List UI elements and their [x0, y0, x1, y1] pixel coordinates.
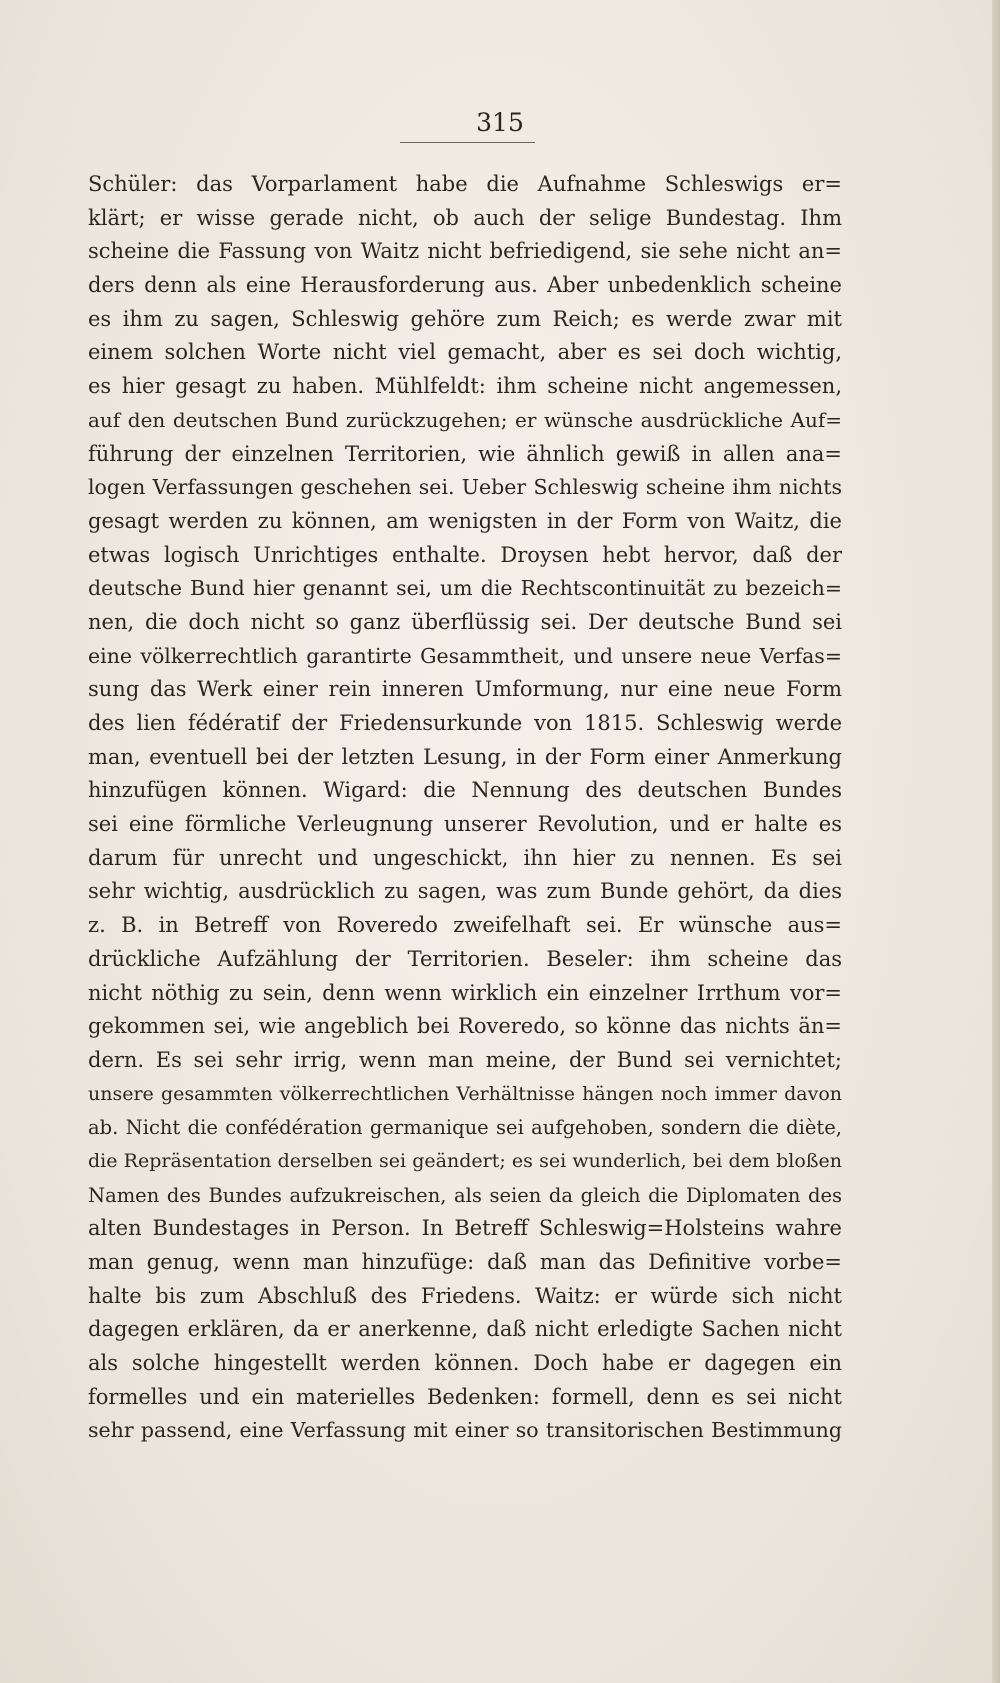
text-line: sei eine förmliche Verleugnung unserer Revolution, und er halte es: [88, 812, 842, 837]
page-edge: [992, 0, 1000, 1683]
text-line: gesagt werden zu können, am wenigsten in der Form von Waitz, die: [88, 508, 842, 533]
text-line: ders denn als eine Herausforderung aus. Aber unbedenklich scheine: [88, 273, 842, 298]
text-line: scheine die Fassung von Waitz nicht befriedigend, sie sehe nicht an=: [88, 239, 842, 264]
text-line: auf den deutschen Bund zurückzugehen; er wünsche ausdrückliche Auf=: [88, 407, 842, 432]
text-line: eine völkerrechtlich garantirte Gesammtheit, und unsere neue Verfas=: [88, 643, 842, 668]
text-line: halte bis zum Abschluß des Friedens. Waitz: er würde sich nicht: [88, 1283, 842, 1308]
text-line: unsere gesammten völkerrechtlichen Verhältnisse hängen noch immer davon: [88, 1082, 842, 1105]
text-line: führung der einzelnen Territorien, wie ähnlich gewiß in allen ana=: [88, 441, 842, 466]
text-line: Namen des Bundes aufzukreischen, als seien da gleich die Diplomaten des: [88, 1183, 842, 1207]
text-line: nicht nöthig zu sein, denn wenn wirklich ein einzelner Irrthum vor=: [88, 980, 842, 1005]
text-line: des lien fédératif der Friedensurkunde von 1815. Schleswig werde: [88, 711, 842, 735]
text-line: es hier gesagt zu haben. Mühlfeldt: ihm scheine nicht angemessen,: [88, 374, 842, 399]
text-line: z. B. in Betreff von Roveredo zweifelhaft sei. Er wünsche aus=: [88, 913, 842, 938]
text-line: man, eventuell bei der letzten Lesung, in der Form einer Anmerkung: [88, 744, 842, 769]
text-line: sehr wichtig, ausdrücklich zu sagen, was zum Bunde gehört, da dies: [88, 879, 842, 904]
text-line: ab. Nicht die confédération germanique sei aufgehoben, sondern die diète,: [88, 1116, 842, 1140]
text-line: sung das Werk einer rein inneren Umformung, nur eine neue Form: [88, 677, 842, 702]
text-line: man genug, wenn man hinzufüge: daß man das Definitive vorbe=: [88, 1250, 842, 1274]
text-line: als solche hingestellt werden können. Doch habe er dagegen ein: [88, 1351, 842, 1376]
text-line: darum für unrecht und ungeschickt, ihn hier zu nennen. Es sei: [88, 845, 842, 870]
text-line: hinzufügen können. Wigard: die Nennung des deutschen Bundes: [88, 778, 842, 803]
header-rule: [400, 142, 535, 143]
text-line: Schüler: das Vorparlament habe die Aufnahme Schleswigs er=: [88, 172, 842, 196]
text-line: deutsche Bund hier genannt sei, um die Rechtscontinuität zu bezeich=: [88, 576, 842, 601]
text-line: klärt; er wisse gerade nicht, ob auch der selige Bundestag. Ihm: [88, 205, 842, 230]
text-line: logen Verfassungen geschehen sei. Ueber Schleswig scheine ihm nichts: [88, 475, 842, 500]
text-line: dern. Es sei sehr irrig, wenn man meine, der Bund sei vernichtet;: [88, 1047, 842, 1072]
page-number: 315: [476, 108, 524, 137]
text-line: alten Bundestages in Person. In Betreff Schleswig=Holsteins wahre: [88, 1216, 842, 1241]
text-line: formelles und ein materielles Bedenken: formell, denn es sei nicht: [88, 1384, 842, 1409]
text-line: einem solchen Worte nicht viel gemacht, aber es sei doch wichtig,: [88, 340, 842, 365]
text-line: etwas logisch Unrichtiges enthalte. Droysen hebt hervor, daß der: [88, 542, 842, 567]
body-text: [88, 168, 842, 1448]
text-line: nen, die doch nicht so ganz überflüssig sei. Der deutsche Bund sei: [88, 609, 842, 634]
text-line: drückliche Aufzählung der Territorien. Beseler: ihm scheine das: [88, 946, 842, 971]
text-line: die Repräsentation derselben sei geändert; es sei wunderlich, bei dem bloßen: [88, 1149, 842, 1172]
text-line: gekommen sei, wie angeblich bei Roveredo, so könne das nichts än=: [88, 1014, 842, 1039]
text-line: dagegen erklären, da er anerkenne, daß nicht erledigte Sachen nicht: [88, 1317, 842, 1342]
text-line: es ihm zu sagen, Schleswig gehöre zum Reich; es werde zwar mit: [88, 306, 842, 331]
text-line: sehr passend, eine Verfassung mit einer so transitorischen Bestimmung: [88, 1418, 842, 1443]
